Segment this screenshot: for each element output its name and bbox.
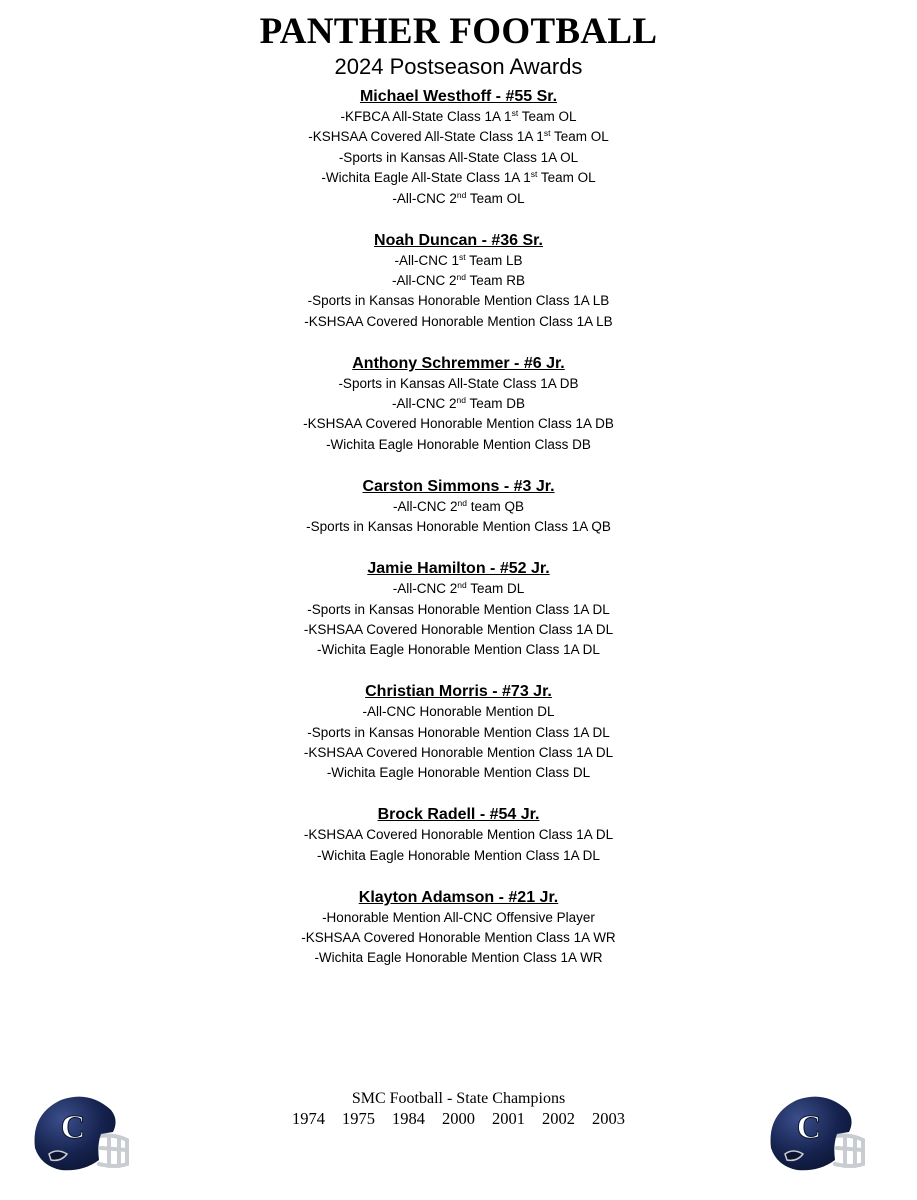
award-text: -Sports in Kansas Honorable Mention Class 1A DL bbox=[307, 724, 610, 740]
award-text: -All-CNC Honorable Mention DL bbox=[362, 704, 555, 720]
award-text-suffix: Team OL bbox=[537, 170, 596, 186]
ordinal-suffix: nd bbox=[457, 580, 467, 591]
award-line bbox=[0, 928, 917, 948]
award-line bbox=[0, 640, 917, 660]
helmet-facemask bbox=[99, 1136, 127, 1167]
award-text: -Wichita Eagle Honorable Mention Class DL bbox=[326, 765, 591, 781]
award-text: -All-CNC 2 bbox=[392, 498, 458, 514]
award-line bbox=[0, 414, 917, 434]
award-line bbox=[0, 600, 917, 620]
helmet-logo-letter: C bbox=[60, 1109, 86, 1146]
award-line bbox=[0, 107, 917, 127]
award-line bbox=[0, 702, 917, 722]
player-name: Noah Duncan - #36 Sr. bbox=[374, 231, 543, 249]
championship-year: 1974 bbox=[292, 1109, 325, 1128]
award-line bbox=[0, 189, 917, 209]
championship-year: 2002 bbox=[542, 1109, 575, 1128]
award-text: -KSHSAA Covered Honorable Mention Class 1A DB bbox=[303, 416, 614, 432]
award-text: -KFBCA All-State Class 1A 1 bbox=[340, 109, 512, 124]
ordinal-suffix: nd bbox=[456, 271, 466, 282]
award-line bbox=[0, 168, 917, 188]
championship-year: 2003 bbox=[592, 1109, 625, 1128]
player-section bbox=[0, 681, 917, 784]
award-line bbox=[0, 743, 917, 763]
award-line bbox=[0, 312, 917, 332]
award-text: -Sports in Kansas All-State Class 1A DB bbox=[338, 375, 579, 391]
football-helmet-icon bbox=[27, 1090, 137, 1176]
championship-year: 1984 bbox=[392, 1109, 425, 1128]
award-line bbox=[0, 723, 917, 743]
award-text: -KSHSAA Covered Honorable Mention Class 1A LB bbox=[304, 313, 613, 329]
ordinal-suffix: st bbox=[459, 251, 466, 262]
award-line bbox=[0, 825, 917, 845]
player-awards-list bbox=[0, 86, 917, 989]
award-text-suffix: Team OL bbox=[550, 129, 609, 145]
player-name: Jamie Hamilton - #52 Jr. bbox=[367, 560, 550, 578]
award-text: -All-CNC 2 bbox=[392, 190, 457, 206]
player-name: Klayton Adamson - #21 Jr. bbox=[358, 888, 559, 906]
page-title: PANTHER FOOTBALL bbox=[259, 11, 658, 52]
award-line bbox=[0, 579, 917, 599]
award-text: -KSHSAA Covered Honorable Mention Class 1A DL bbox=[303, 745, 614, 761]
player-section bbox=[0, 804, 917, 866]
award-text: -Wichita Eagle Honorable Mention Class 1A WR bbox=[314, 950, 603, 966]
award-line bbox=[0, 497, 917, 517]
award-line bbox=[0, 148, 917, 168]
award-text-suffix: Team DL bbox=[466, 581, 525, 597]
player-name: Christian Morris - #73 Jr. bbox=[365, 683, 552, 701]
award-text: -Honorable Mention All-CNC Offensive Player bbox=[322, 909, 595, 925]
award-line bbox=[0, 291, 917, 311]
award-line bbox=[0, 763, 917, 783]
helmet-facemask bbox=[835, 1136, 863, 1167]
award-text: -Wichita Eagle Honorable Mention Class 1A DL bbox=[317, 847, 600, 863]
helmet-logo-letter: C bbox=[796, 1109, 822, 1146]
page-subtitle: 2024 Postseason Awards bbox=[334, 54, 583, 79]
award-text: -Sports in Kansas Honorable Mention Class 1A QB bbox=[306, 519, 611, 535]
award-text-suffix: Team DB bbox=[465, 396, 525, 412]
award-text: -All-CNC 1 bbox=[394, 252, 460, 268]
award-line bbox=[0, 908, 917, 928]
player-section bbox=[0, 887, 917, 969]
championship-year: 2000 bbox=[442, 1109, 475, 1128]
championship-year: 1975 bbox=[342, 1109, 375, 1128]
award-line bbox=[0, 435, 917, 455]
player-name: Carston Simmons - #3 Jr. bbox=[362, 477, 555, 495]
award-text: -Sports in Kansas Honorable Mention Class 1A DL bbox=[307, 601, 610, 617]
football-helmet-icon bbox=[763, 1090, 873, 1176]
award-text-suffix: Team RB bbox=[465, 272, 525, 288]
award-text: -KSHSAA Covered Honorable Mention Class 1A DL bbox=[303, 621, 614, 637]
footer-title: SMC Football - State Champions bbox=[351, 1090, 566, 1107]
player-section bbox=[0, 476, 917, 538]
player-name: Michael Westhoff - #55 Sr. bbox=[359, 88, 558, 105]
player-section bbox=[0, 353, 917, 456]
award-line bbox=[0, 948, 917, 968]
award-line bbox=[0, 394, 917, 414]
award-text: -Wichita Eagle Honorable Mention Class DB bbox=[326, 436, 591, 452]
ordinal-suffix: nd bbox=[456, 395, 466, 406]
player-name: Anthony Schremmer - #6 Jr. bbox=[352, 354, 565, 372]
award-text-suffix: team QB bbox=[466, 498, 524, 514]
award-line bbox=[0, 620, 917, 640]
ordinal-suffix: st bbox=[530, 169, 538, 180]
award-line bbox=[0, 271, 917, 291]
award-text: -Wichita Eagle Honorable Mention Class 1A DL bbox=[317, 642, 600, 658]
award-text: -All-CNC 2 bbox=[391, 396, 457, 412]
award-line bbox=[0, 517, 917, 537]
award-line bbox=[0, 846, 917, 866]
player-section bbox=[0, 558, 917, 661]
award-text: -Wichita Eagle All-State Class 1A 1 bbox=[321, 170, 531, 186]
player-section bbox=[0, 230, 917, 333]
ordinal-suffix: st bbox=[511, 108, 519, 118]
award-text: -KSHSAA Covered Honorable Mention Class 1A DL bbox=[303, 827, 614, 843]
award-line bbox=[0, 127, 917, 147]
award-line bbox=[0, 251, 917, 271]
award-text: -All-CNC 2 bbox=[391, 272, 457, 288]
ordinal-suffix: nd bbox=[457, 497, 467, 508]
player-name: Brock Radell - #54 Jr. bbox=[377, 806, 540, 824]
award-text: -All-CNC 2 bbox=[392, 581, 458, 597]
award-text: -KSHSAA Covered All-State Class 1A 1 bbox=[308, 129, 544, 145]
award-text-suffix: Team LB bbox=[465, 252, 523, 268]
ordinal-suffix: st bbox=[543, 128, 551, 139]
ordinal-suffix: nd bbox=[456, 189, 467, 200]
award-text-suffix: Team OL bbox=[466, 190, 525, 206]
award-text: -Sports in Kansas All-State Class 1A OL bbox=[338, 149, 579, 165]
player-section bbox=[0, 86, 917, 209]
award-text-suffix: Team OL bbox=[518, 109, 577, 124]
award-text: -KSHSAA Covered Honorable Mention Class 1A WR bbox=[301, 930, 616, 946]
award-text: -Sports in Kansas Honorable Mention Class 1A LB bbox=[307, 293, 610, 309]
championship-year: 2001 bbox=[492, 1109, 525, 1128]
award-line bbox=[0, 374, 917, 394]
